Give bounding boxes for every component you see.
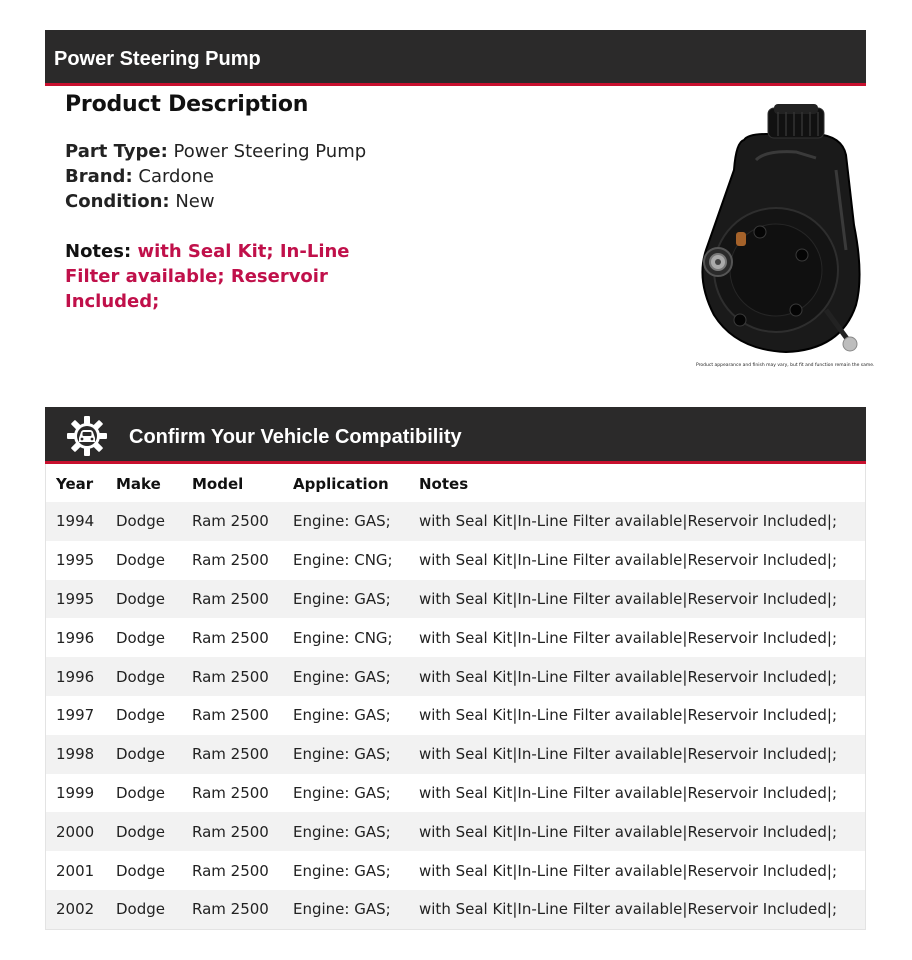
cell-application: Engine: GAS; xyxy=(293,783,391,802)
cell-model: Ram 2500 xyxy=(192,706,269,725)
cell-make: Dodge xyxy=(116,589,165,608)
cell-year: 1994 xyxy=(56,512,95,531)
cell-make: Dodge xyxy=(116,628,165,647)
cell-notes: with Seal Kit|In-Line Filter available|Reservoir Included|; xyxy=(419,667,838,686)
cell-make: Dodge xyxy=(116,512,165,531)
cell-application: Engine: GAS; xyxy=(293,667,391,686)
cell-model: Ram 2500 xyxy=(192,900,269,919)
cell-model: Ram 2500 xyxy=(192,822,269,841)
cell-make: Dodge xyxy=(116,667,165,686)
spec-condition xyxy=(65,189,405,214)
cell-make: Dodge xyxy=(116,745,165,764)
cell-year: 1998 xyxy=(56,745,95,764)
cell-make: Dodge xyxy=(116,551,165,570)
cell-notes: with Seal Kit|In-Line Filter available|Reservoir Included|; xyxy=(419,512,838,531)
column-header-notes: Notes xyxy=(419,475,469,493)
cell-application: Engine: GAS; xyxy=(293,512,391,531)
cell-application: Engine: GAS; xyxy=(293,861,391,880)
cell-make: Dodge xyxy=(116,822,165,841)
table-row xyxy=(46,890,865,929)
cell-year: 1995 xyxy=(56,551,95,570)
cell-notes: with Seal Kit|In-Line Filter available|Reservoir Included|; xyxy=(419,706,838,725)
cell-application: Engine: GAS; xyxy=(293,900,391,919)
table-row xyxy=(46,774,865,813)
cell-model: Ram 2500 xyxy=(192,861,269,880)
cell-model: Ram 2500 xyxy=(192,589,269,608)
cell-make: Dodge xyxy=(116,900,165,919)
cell-model: Ram 2500 xyxy=(192,628,269,647)
product-image xyxy=(696,100,875,375)
table-header-row xyxy=(46,464,865,502)
table-row xyxy=(46,618,865,657)
notes-value: with Seal Kit; In-Line Filter available; Reservoir Included; xyxy=(65,241,350,312)
column-header-model: Model xyxy=(192,475,244,493)
part-type-value: Power Steering Pump xyxy=(173,141,367,162)
cell-notes: with Seal Kit|In-Line Filter available|Reservoir Included|; xyxy=(419,628,838,647)
product-description xyxy=(65,92,405,314)
spec-part-type xyxy=(65,139,405,164)
cell-application: Engine: GAS; xyxy=(293,589,391,608)
table-row xyxy=(46,812,865,851)
column-header-year: Year xyxy=(56,475,94,493)
cell-application: Engine: CNG; xyxy=(293,628,393,647)
cell-year: 2002 xyxy=(56,900,95,919)
cell-year: 1996 xyxy=(56,667,95,686)
product-title-banner xyxy=(45,30,866,86)
cell-application: Engine: GAS; xyxy=(293,822,391,841)
notes-label: Notes: xyxy=(65,241,132,262)
cell-year: 1999 xyxy=(56,783,95,802)
cell-make: Dodge xyxy=(116,783,165,802)
cell-notes: with Seal Kit|In-Line Filter available|Reservoir Included|; xyxy=(419,900,838,919)
cell-year: 2001 xyxy=(56,861,95,880)
brand-label: Brand: xyxy=(65,166,133,187)
cell-application: Engine: GAS; xyxy=(293,745,391,764)
cell-notes: with Seal Kit|In-Line Filter available|Reservoir Included|; xyxy=(419,783,838,802)
cell-notes: with Seal Kit|In-Line Filter available|Reservoir Included|; xyxy=(419,551,838,570)
cell-year: 1996 xyxy=(56,628,95,647)
table-row xyxy=(46,502,865,541)
compatibility-title: Confirm Your Vehicle Compatibility xyxy=(129,426,462,448)
cell-model: Ram 2500 xyxy=(192,745,269,764)
cell-application: Engine: CNG; xyxy=(293,551,393,570)
cell-model: Ram 2500 xyxy=(192,512,269,531)
compatibility-banner xyxy=(45,407,866,464)
part-type-label: Part Type: xyxy=(65,141,168,162)
page-title: Power Steering Pump xyxy=(54,48,261,70)
spec-brand xyxy=(65,164,405,189)
cell-application: Engine: GAS; xyxy=(293,706,391,725)
compatibility-table xyxy=(45,464,866,930)
condition-label: Condition: xyxy=(65,191,170,212)
cell-model: Ram 2500 xyxy=(192,667,269,686)
column-header-application: Application xyxy=(293,475,389,493)
table-row xyxy=(46,580,865,619)
brand-value: Cardone xyxy=(138,166,214,187)
cell-model: Ram 2500 xyxy=(192,783,269,802)
gear-car-icon xyxy=(66,415,108,457)
cell-year: 1997 xyxy=(56,706,95,725)
table-row xyxy=(46,657,865,696)
cell-year: 2000 xyxy=(56,822,95,841)
condition-value: New xyxy=(175,191,215,212)
table-row xyxy=(46,541,865,580)
table-body xyxy=(46,502,865,929)
cell-notes: with Seal Kit|In-Line Filter available|Reservoir Included|; xyxy=(419,745,838,764)
cell-notes: with Seal Kit|In-Line Filter available|Reservoir Included|; xyxy=(419,861,838,880)
table-row xyxy=(46,851,865,890)
cell-make: Dodge xyxy=(116,861,165,880)
cell-year: 1995 xyxy=(56,589,95,608)
table-row xyxy=(46,696,865,735)
cell-make: Dodge xyxy=(116,706,165,725)
cell-notes: with Seal Kit|In-Line Filter available|Reservoir Included|; xyxy=(419,589,838,608)
description-heading: Product Description xyxy=(65,92,309,117)
image-disclaimer: Product appearance and finish may vary, but fit and function remain the same. xyxy=(696,363,875,368)
cell-notes: with Seal Kit|In-Line Filter available|Reservoir Included|; xyxy=(419,822,838,841)
table-row xyxy=(46,735,865,774)
power-steering-pump-image xyxy=(696,100,866,360)
product-notes xyxy=(65,239,405,314)
cell-model: Ram 2500 xyxy=(192,551,269,570)
column-header-make: Make xyxy=(116,475,161,493)
